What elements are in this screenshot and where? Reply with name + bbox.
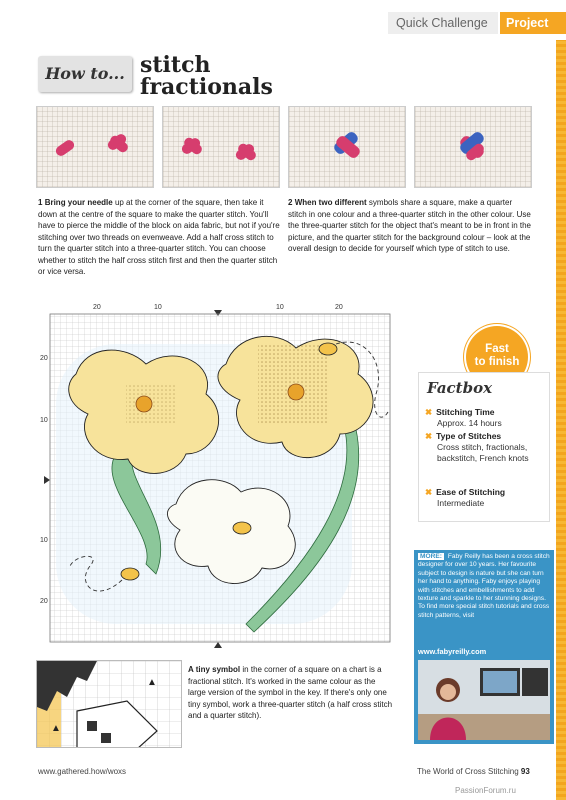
step1-photo-a <box>36 106 154 188</box>
header-bar <box>388 12 566 34</box>
title-line-1: stitch <box>140 52 211 78</box>
tiny-symbol-example <box>36 660 182 748</box>
chart-bottom-center-arrow <box>214 642 222 648</box>
watermark: PassionForum.ru <box>455 786 516 795</box>
designer-photo-graphic <box>418 660 550 740</box>
tiny-symbol-body: in the corner of a square on a chart is a fractional stitch. It's worked in the same colour as the large version of the symbol in the key. If there's only one tiny symbol, work a three-quarter stitch (a half cross stitch and a quarter stitch). <box>188 665 393 720</box>
designer-bio-box <box>414 550 554 744</box>
chart-left-tick: 20 <box>40 598 48 605</box>
step1-number: 1 <box>38 198 43 207</box>
cross-icon: ✖ <box>425 407 433 417</box>
fact-item <box>425 487 505 509</box>
step2-photo-b <box>414 106 532 188</box>
howto-label: How to... <box>38 56 132 92</box>
daffodil-right-shading <box>258 344 328 424</box>
badge-line-1: Fast <box>485 343 509 355</box>
designer-bio-text <box>418 553 550 620</box>
chart-top-tick: 20 <box>335 304 343 311</box>
fact-item <box>425 431 545 464</box>
step2-photo-a <box>288 106 406 188</box>
half-stitch-mark <box>108 134 130 155</box>
page-title <box>140 54 273 98</box>
bee-top <box>319 343 337 355</box>
tiny-symbol-graphic <box>37 661 182 748</box>
daffodil-right-centre <box>288 384 304 400</box>
footer-magazine <box>417 767 530 776</box>
page-number: 93 <box>520 767 530 776</box>
quarter-stitch-mark <box>54 138 76 158</box>
step1-lead: Bring your needle <box>44 198 113 207</box>
chart-top-tick: 20 <box>93 304 101 311</box>
fact-value: Approx. 14 hours <box>437 418 502 428</box>
bee-centre <box>233 522 251 534</box>
step1-photo-b <box>162 106 280 188</box>
title-line-2: fractionals <box>140 74 273 100</box>
factbox-title: Factbox <box>427 379 493 397</box>
cross-icon: ✖ <box>425 431 433 441</box>
step1-body: up at the corner of the square, then take it down at the centre of the square to make the quarter stitch. You'll have to pierce the middle of the block on aida fabric, but not if you're stitching over two threads on evenweave. Add a half cross stitch to turn the quarter stitch into a three-quarter stitch. You can choose whether to stitch the half cross stitch first and then the quarter stitch or vice versa. <box>38 198 280 276</box>
chart-left-center-arrow <box>44 476 50 484</box>
factbox <box>418 372 550 522</box>
cross-icon: ✖ <box>425 487 433 497</box>
chart-left-tick: 10 <box>40 537 48 544</box>
fact-value: Intermediate <box>437 498 485 508</box>
step2-body: symbols share a square, make a quarter stitch in one colour and a three-quarter stitch in the other colour. Use the three-quarter stitch for the object that's meant to be in front in the picture, and the quarter stitch for the background colour – look at the overall design to decide for yourself which type of stitch to use. <box>288 198 531 253</box>
chart-left-tick: 10 <box>40 417 48 424</box>
magazine-name: The World of Cross Stitching <box>417 767 519 776</box>
header-section-label: Quick Challenge <box>388 12 498 34</box>
designer-photo <box>418 660 550 740</box>
fact-label: Stitching Time <box>436 407 495 417</box>
monitor-right <box>522 668 548 696</box>
cross-stitch-chart <box>36 304 402 654</box>
daffodil-left-centre <box>136 396 152 412</box>
fact-item <box>425 407 502 429</box>
designer-bio-body: Faby Reilly has been a cross stitch designer for over 10 years. Her favourite subject to design is nature but she can turn her hand to anything. Faby enjoys playing with stitches and embellishments to add texture and sparkle to her stunning designs. To find more special stitch tutorials and cross stitch patterns, visit <box>418 553 550 619</box>
tiny-symbol-text <box>188 664 394 722</box>
more-tag: MORE: <box>420 553 442 560</box>
fact-value: Cross stitch, fractionals, backstitch, French knots <box>437 442 529 463</box>
tiny-symbol-lead: A tiny symbol <box>188 665 241 674</box>
bee-small <box>121 568 139 580</box>
chart-graphic <box>36 304 402 654</box>
step1-text <box>38 197 280 278</box>
footer-url[interactable]: www.gathered.how/woxs <box>38 767 127 776</box>
chart-top-tick: 10 <box>276 304 284 311</box>
svg-text:▲: ▲ <box>147 677 157 688</box>
designer-website-link[interactable]: www.fabyreilly.com <box>418 647 487 656</box>
step2-text <box>288 197 532 255</box>
chart-top-tick: 10 <box>154 304 162 311</box>
header-tag: Project <box>500 12 566 34</box>
decorative-side-strip <box>556 40 566 800</box>
fact-label: Ease of Stitching <box>436 487 506 497</box>
chart-left-tick: 20 <box>40 355 48 362</box>
designer-face <box>440 684 456 700</box>
badge-line-2: to finish <box>474 356 520 368</box>
svg-text:▲: ▲ <box>51 723 61 734</box>
step2-number: 2 <box>288 198 293 207</box>
fact-label: Type of Stitches <box>436 431 502 441</box>
step2-lead: When two different <box>294 198 367 207</box>
